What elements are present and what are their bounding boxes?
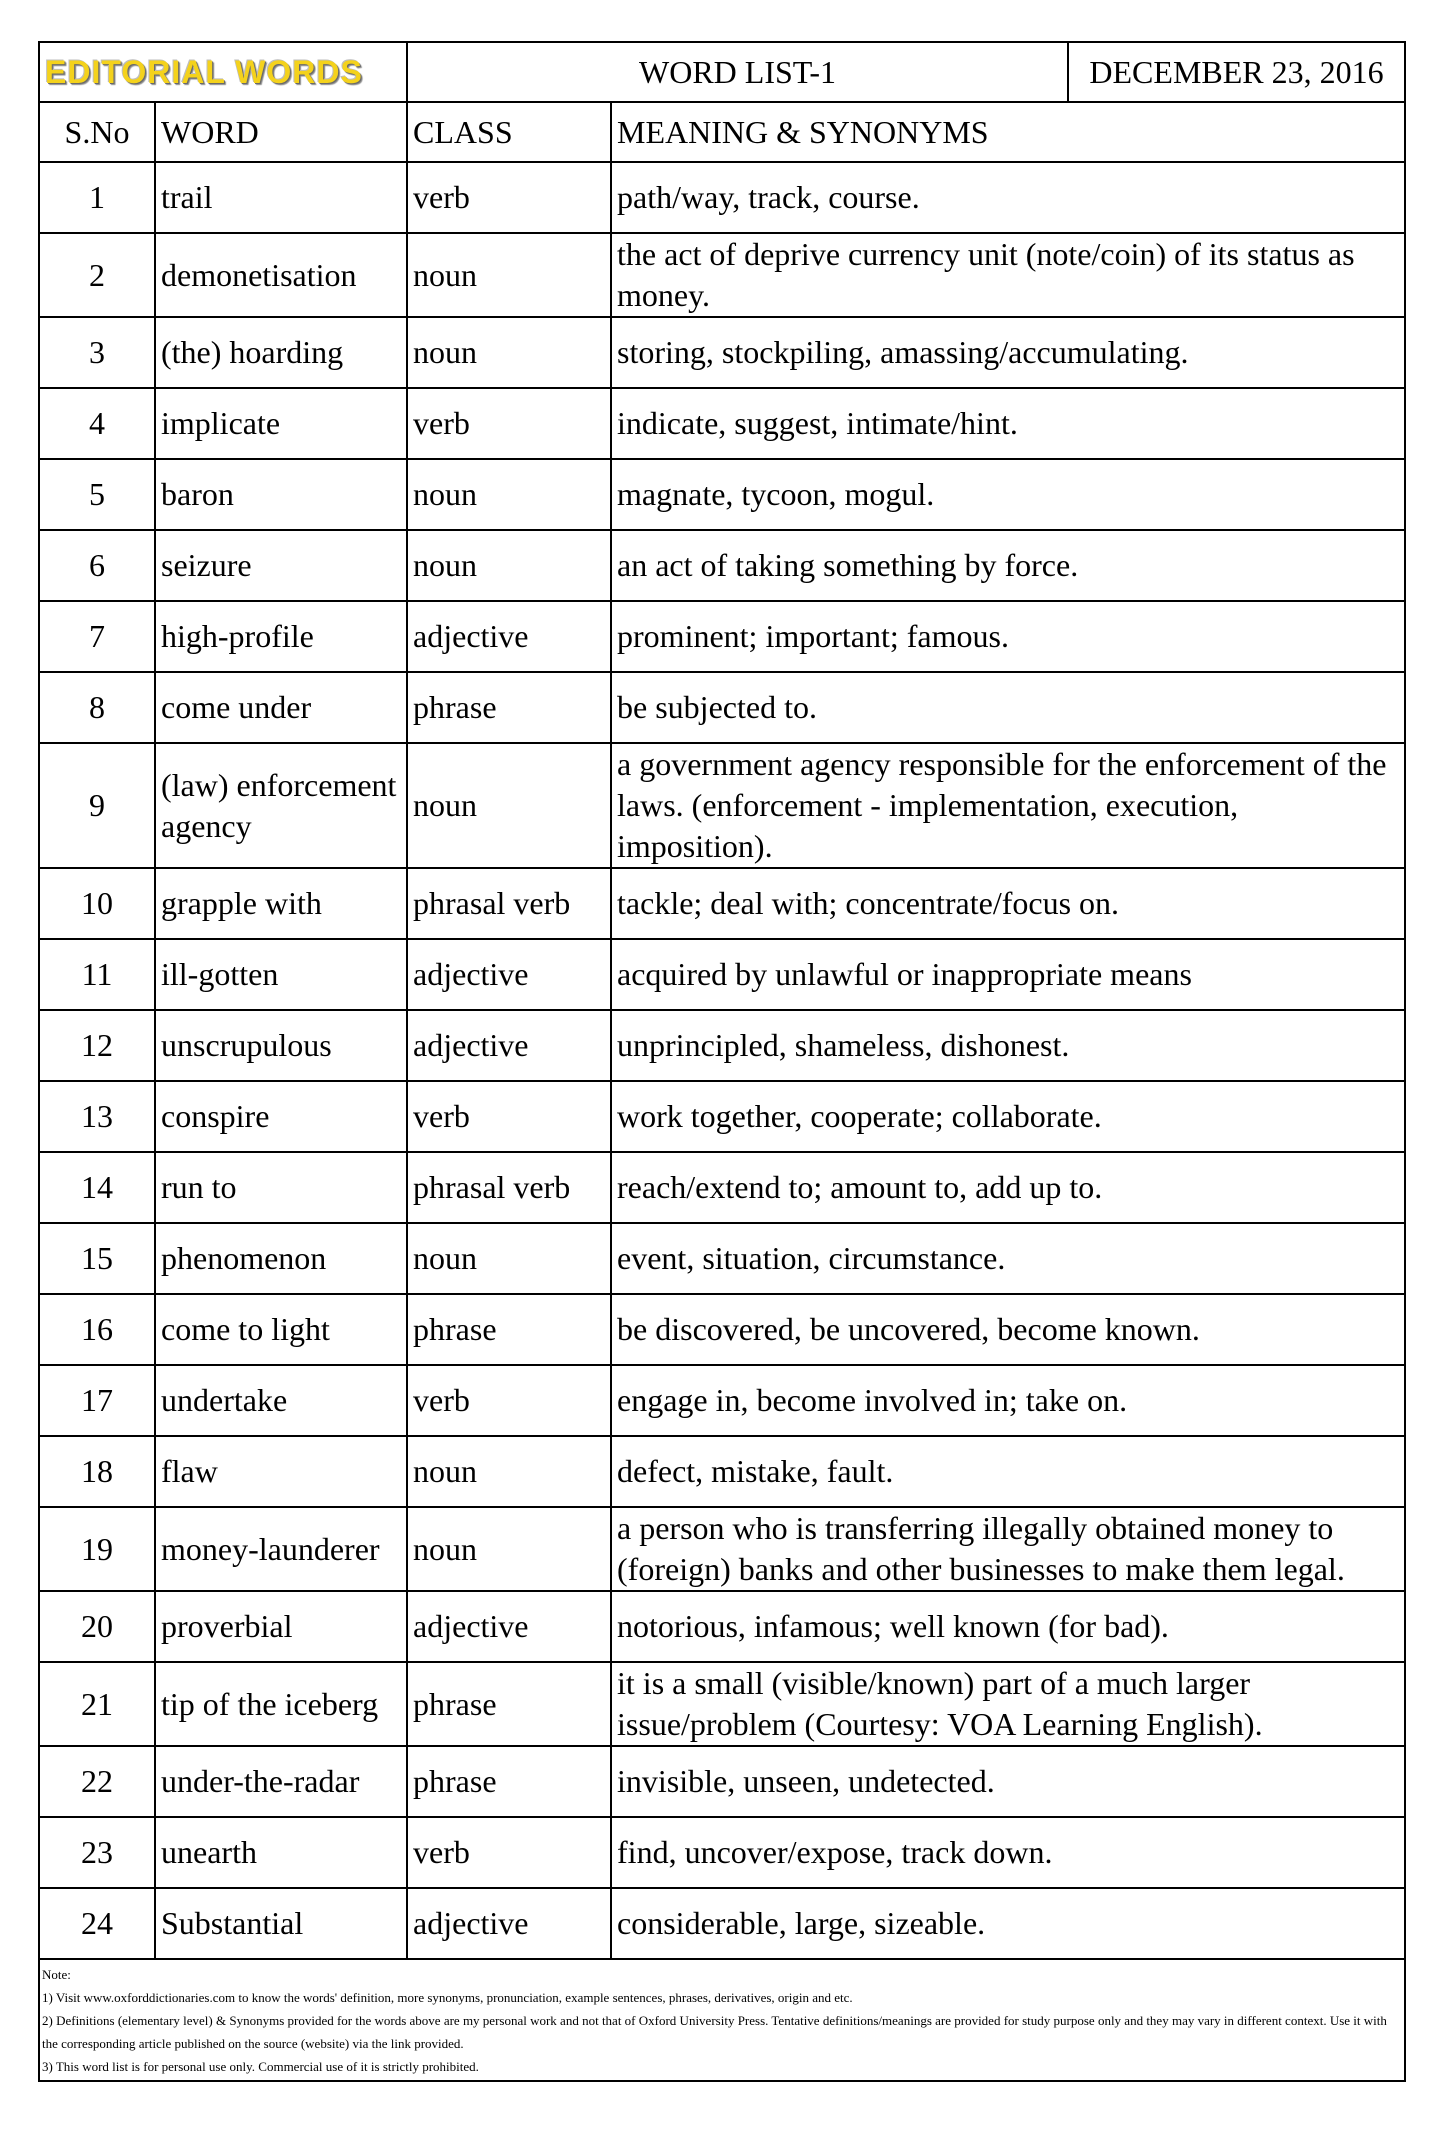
- row-class: phrase: [407, 1746, 611, 1817]
- date-label: DECEMBER 23, 2016: [1068, 42, 1405, 102]
- row-meaning: be subjected to.: [611, 672, 1405, 743]
- table-row: [39, 162, 1405, 233]
- row-word: seizure: [155, 530, 407, 601]
- table-row: [39, 1507, 1405, 1591]
- note-line-3: 3) This word list is for personal use only. Commercial use of it is strictly prohibited.: [42, 2059, 479, 2074]
- row-sno: 4: [39, 388, 155, 459]
- column-header-sno: S.No: [39, 102, 155, 162]
- row-word: flaw: [155, 1436, 407, 1507]
- column-header-class: CLASS: [407, 102, 611, 162]
- row-meaning: defect, mistake, fault.: [611, 1436, 1405, 1507]
- column-header-meaning: MEANING & SYNONYMS: [611, 102, 1405, 162]
- table-row: [39, 1152, 1405, 1223]
- row-word: proverbial: [155, 1591, 407, 1662]
- row-class: adjective: [407, 1888, 611, 1959]
- table-row: [39, 1591, 1405, 1662]
- row-class: verb: [407, 1817, 611, 1888]
- row-word: (the) hoarding: [155, 317, 407, 388]
- row-class: adjective: [407, 1591, 611, 1662]
- row-word: unearth: [155, 1817, 407, 1888]
- row-word: Substantial: [155, 1888, 407, 1959]
- row-class: adjective: [407, 1010, 611, 1081]
- table-row: [39, 1365, 1405, 1436]
- row-sno: 14: [39, 1152, 155, 1223]
- row-sno: 16: [39, 1294, 155, 1365]
- row-meaning: notorious, infamous; well known (for bad).: [611, 1591, 1405, 1662]
- table-row: [39, 1746, 1405, 1817]
- row-meaning: a government agency responsible for the enforcement of the laws. (enforcement - implementation, execution, imposition).: [611, 743, 1405, 868]
- row-meaning: acquired by unlawful or inappropriate means: [611, 939, 1405, 1010]
- column-header-row: [39, 102, 1405, 162]
- row-class: phrasal verb: [407, 868, 611, 939]
- table-row: [39, 1010, 1405, 1081]
- row-word: grapple with: [155, 868, 407, 939]
- notes-section: [39, 1959, 1405, 2081]
- row-sno: 5: [39, 459, 155, 530]
- table-row: [39, 530, 1405, 601]
- row-sno: 1: [39, 162, 155, 233]
- row-class: noun: [407, 1223, 611, 1294]
- row-class: verb: [407, 1081, 611, 1152]
- row-sno: 19: [39, 1507, 155, 1591]
- row-class: adjective: [407, 939, 611, 1010]
- row-word: ill-gotten: [155, 939, 407, 1010]
- row-sno: 2: [39, 233, 155, 317]
- word-list-table: [38, 41, 1406, 2082]
- row-meaning: work together, cooperate; collaborate.: [611, 1081, 1405, 1152]
- row-meaning: invisible, unseen, undetected.: [611, 1746, 1405, 1817]
- word-list-page: [38, 41, 1404, 2082]
- row-meaning: storing, stockpiling, amassing/accumulating.: [611, 317, 1405, 388]
- row-word: under-the-radar: [155, 1746, 407, 1817]
- row-word: phenomenon: [155, 1223, 407, 1294]
- row-sno: 23: [39, 1817, 155, 1888]
- row-class: noun: [407, 1507, 611, 1591]
- row-word: conspire: [155, 1081, 407, 1152]
- row-sno: 11: [39, 939, 155, 1010]
- row-word: high-profile: [155, 601, 407, 672]
- table-row: [39, 1817, 1405, 1888]
- row-sno: 21: [39, 1662, 155, 1746]
- row-word: undertake: [155, 1365, 407, 1436]
- row-class: verb: [407, 388, 611, 459]
- row-meaning: reach/extend to; amount to, add up to.: [611, 1152, 1405, 1223]
- table-row: [39, 868, 1405, 939]
- row-meaning: find, uncover/expose, track down.: [611, 1817, 1405, 1888]
- header-row: [39, 42, 1405, 102]
- table-row: [39, 601, 1405, 672]
- row-sno: 12: [39, 1010, 155, 1081]
- note-line-1: 1) Visit www.oxforddictionaries.com to know the words' definition, more synonyms, pronunciation, example sentences, phrases, derivatives, origin and etc.: [42, 1990, 853, 2005]
- row-sno: 3: [39, 317, 155, 388]
- row-word: (law) enforcement agency: [155, 743, 407, 868]
- row-word: trail: [155, 162, 407, 233]
- row-word: come under: [155, 672, 407, 743]
- row-class: noun: [407, 1436, 611, 1507]
- row-class: noun: [407, 233, 611, 317]
- row-meaning: prominent; important; famous.: [611, 601, 1405, 672]
- row-word: implicate: [155, 388, 407, 459]
- page-title: WORD LIST-1: [407, 42, 1068, 102]
- row-sno: 9: [39, 743, 155, 868]
- row-meaning: magnate, tycoon, mogul.: [611, 459, 1405, 530]
- row-meaning: be discovered, be uncovered, become known.: [611, 1294, 1405, 1365]
- row-word: come to light: [155, 1294, 407, 1365]
- row-class: noun: [407, 459, 611, 530]
- row-word: unscrupulous: [155, 1010, 407, 1081]
- table-row: [39, 743, 1405, 868]
- note-line-2: 2) Definitions (elementary level) & Synonyms provided for the words above are my personal work and not that of Oxford University Press. Tentative definitions/meanings are provided for study purpose only and they may vary in different context. Use it with the corresponding article published on the source (website) via the link provided.: [42, 2013, 1387, 2051]
- row-sno: 6: [39, 530, 155, 601]
- row-meaning: unprincipled, shameless, dishonest.: [611, 1010, 1405, 1081]
- editorial-words-logo: EDITORIAL WORDS: [39, 42, 407, 102]
- column-header-word: WORD: [155, 102, 407, 162]
- row-sno: 18: [39, 1436, 155, 1507]
- row-class: adjective: [407, 601, 611, 672]
- row-meaning: an act of taking something by force.: [611, 530, 1405, 601]
- row-sno: 7: [39, 601, 155, 672]
- row-word: baron: [155, 459, 407, 530]
- row-class: verb: [407, 162, 611, 233]
- notes-heading: Note:: [42, 1967, 71, 1982]
- table-row: [39, 1888, 1405, 1959]
- table-row: [39, 1436, 1405, 1507]
- row-sno: 15: [39, 1223, 155, 1294]
- table-row: [39, 388, 1405, 459]
- row-class: phrase: [407, 1662, 611, 1746]
- row-class: noun: [407, 743, 611, 868]
- table-row: [39, 939, 1405, 1010]
- row-meaning: tackle; deal with; concentrate/focus on.: [611, 868, 1405, 939]
- row-sno: 10: [39, 868, 155, 939]
- table-row: [39, 672, 1405, 743]
- row-word: tip of the iceberg: [155, 1662, 407, 1746]
- row-meaning: a person who is transferring illegally obtained money to (foreign) banks and other businesses to make them legal.: [611, 1507, 1405, 1591]
- row-class: noun: [407, 317, 611, 388]
- table-row: [39, 1081, 1405, 1152]
- row-class: phrase: [407, 1294, 611, 1365]
- row-sno: 17: [39, 1365, 155, 1436]
- row-meaning: considerable, large, sizeable.: [611, 1888, 1405, 1959]
- row-meaning: path/way, track, course.: [611, 162, 1405, 233]
- row-word: money-launderer: [155, 1507, 407, 1591]
- table-row: [39, 459, 1405, 530]
- row-meaning: the act of deprive currency unit (note/coin) of its status as money.: [611, 233, 1405, 317]
- row-meaning: event, situation, circumstance.: [611, 1223, 1405, 1294]
- row-sno: 22: [39, 1746, 155, 1817]
- row-class: phrase: [407, 672, 611, 743]
- table-row: [39, 317, 1405, 388]
- table-row: [39, 1223, 1405, 1294]
- row-sno: 8: [39, 672, 155, 743]
- row-meaning: it is a small (visible/known) part of a much larger issue/problem (Courtesy: VOA Learning English).: [611, 1662, 1405, 1746]
- row-meaning: indicate, suggest, intimate/hint.: [611, 388, 1405, 459]
- row-word: demonetisation: [155, 233, 407, 317]
- row-class: noun: [407, 530, 611, 601]
- table-row: [39, 233, 1405, 317]
- row-meaning: engage in, become involved in; take on.: [611, 1365, 1405, 1436]
- row-sno: 13: [39, 1081, 155, 1152]
- row-class: phrasal verb: [407, 1152, 611, 1223]
- table-row: [39, 1662, 1405, 1746]
- row-sno: 20: [39, 1591, 155, 1662]
- row-sno: 24: [39, 1888, 155, 1959]
- row-word: run to: [155, 1152, 407, 1223]
- table-row: [39, 1294, 1405, 1365]
- row-class: verb: [407, 1365, 611, 1436]
